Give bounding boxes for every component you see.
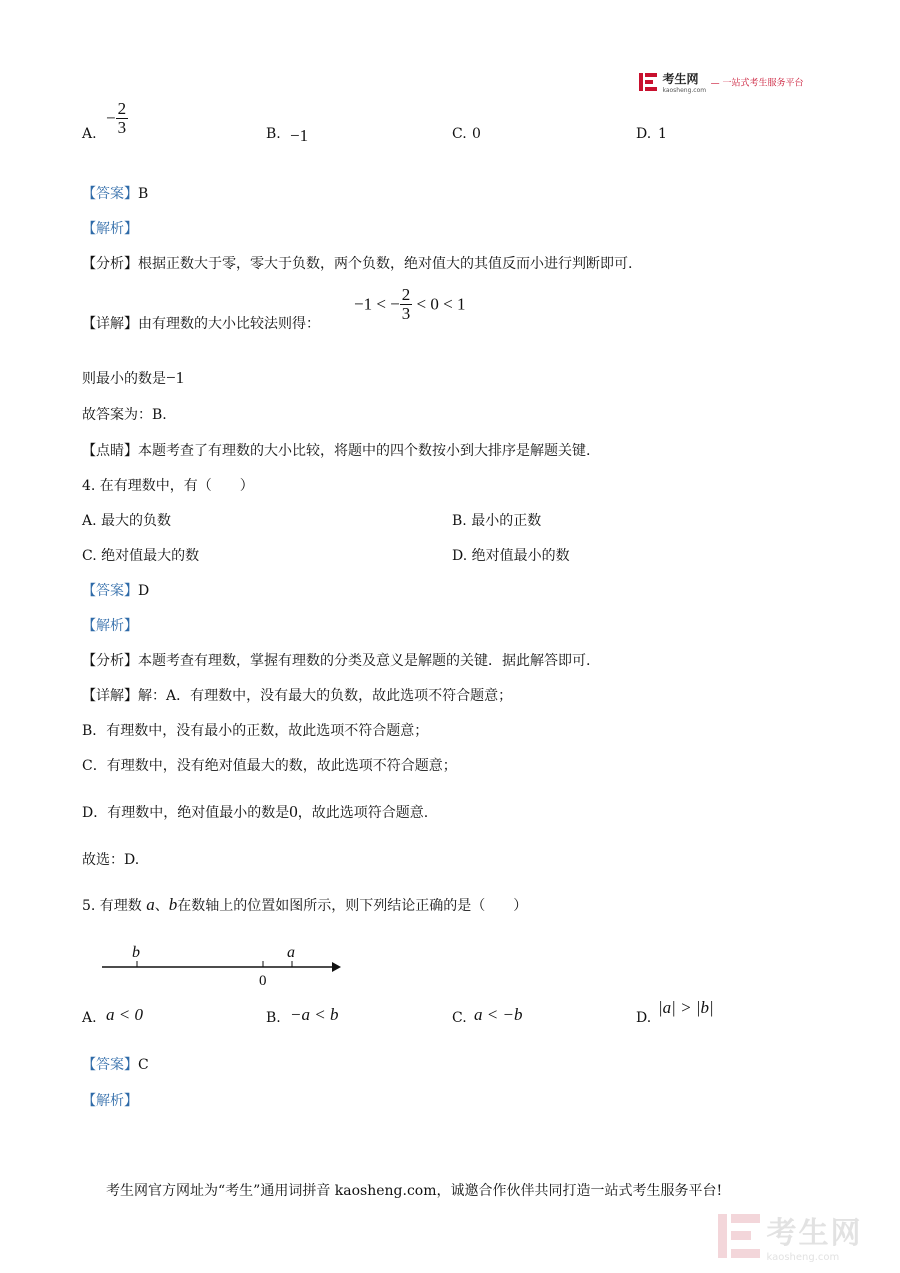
q4-option-a-text: 最大的负数 bbox=[101, 513, 172, 529]
q5-option-c-expr: a < −b bbox=[474, 1005, 523, 1024]
q3-option-c-value: 0 bbox=[472, 126, 481, 142]
q5-option-d-label: D. bbox=[636, 1010, 652, 1026]
q4-option-d-text: 绝对值最小的数 bbox=[471, 548, 570, 564]
q3-smallest bbox=[82, 368, 184, 388]
q4-detail-a bbox=[82, 685, 512, 705]
detail-tag: 【详解】 bbox=[82, 688, 138, 704]
q5-var-b: b bbox=[168, 895, 178, 914]
ineq-num: 2 bbox=[401, 285, 411, 304]
q4-option-b-text: 最小的正数 bbox=[471, 513, 542, 529]
q3-option-d-value: 1 bbox=[658, 126, 667, 142]
q5-option-d-expr: |a| > |b| bbox=[658, 998, 714, 1017]
q3-answer bbox=[82, 183, 148, 203]
q5-answer bbox=[82, 1054, 149, 1074]
smallest-text: 则最小的数是 bbox=[82, 371, 166, 387]
watermark-text: 考生网 bbox=[766, 1216, 863, 1251]
detail-tag: 【详解】 bbox=[82, 316, 138, 332]
q3-option-a-sign: − bbox=[106, 108, 116, 128]
q5-option-b-label: B. bbox=[266, 1010, 281, 1026]
q4-option-b-label: B. bbox=[452, 513, 467, 529]
q4-detail-c: C．有理数中，没有绝对值最大的数，故此选项不符合题意； bbox=[82, 758, 457, 774]
q3-option-b-label: B. bbox=[266, 126, 281, 142]
q5-option-b-expr: −a < b bbox=[290, 1005, 339, 1024]
q5-stem-pre: 5. 有理数 bbox=[82, 898, 142, 914]
label-a: a bbox=[287, 944, 295, 961]
header-logo bbox=[638, 70, 803, 94]
q5-option-c-label: C. bbox=[452, 1010, 467, 1026]
q3-option-c-label: C. bbox=[452, 126, 467, 142]
q5-option-a-label: A. bbox=[82, 1010, 97, 1026]
q4-fenxi bbox=[82, 650, 590, 670]
fenxi-tag: 【分析】 bbox=[82, 653, 138, 669]
logo-slogan: — 一站式考生服务平台 bbox=[710, 78, 804, 89]
answer-tag: 【答案】 bbox=[82, 186, 138, 202]
q4-answer bbox=[82, 580, 149, 600]
ineq-fraction bbox=[400, 286, 413, 323]
answer-value: D bbox=[138, 583, 150, 599]
logo-name: 考生网 bbox=[662, 72, 699, 86]
q3-option-b-value: −1 bbox=[290, 126, 309, 145]
detail-d-pre: D．有理数中，绝对值最小的数是 bbox=[82, 805, 290, 821]
q4-detail-d bbox=[82, 802, 428, 822]
q3-inequality bbox=[354, 286, 465, 323]
q4-option-c-text: 绝对值最大的数 bbox=[101, 548, 200, 564]
dianjing-tag: 【点睛】 bbox=[82, 443, 138, 459]
kaosheng-logo-icon bbox=[638, 72, 658, 92]
label-b: b bbox=[132, 944, 140, 961]
ineq-right: < 0 < 1 bbox=[416, 294, 466, 314]
q5-option-a-expr: a < 0 bbox=[106, 1005, 143, 1024]
number-line-figure bbox=[96, 938, 346, 990]
watermark-url: kaosheng.com bbox=[766, 1252, 840, 1263]
q3-option-a-fraction bbox=[116, 100, 129, 137]
q4-option-b bbox=[452, 510, 541, 530]
watermark bbox=[716, 1208, 862, 1263]
q3-dianjing bbox=[82, 440, 590, 460]
detail-d-post: ，故此选项符合题意. bbox=[297, 805, 429, 821]
fenxi-text: 本题考查有理数，掌握有理数的分类及意义是解题的关键．据此解答即可. bbox=[138, 653, 591, 669]
q3-option-a-value bbox=[106, 100, 128, 137]
q4-option-d-label: D. bbox=[452, 548, 468, 564]
q3-answer-line: 故答案为：B. bbox=[82, 407, 167, 423]
q5-var-a: a bbox=[146, 895, 155, 914]
detail-text: 由有理数的大小比较法则得： bbox=[138, 316, 320, 332]
dianjing-text: 本题考查了有理数的大小比较，将题中的四个数按小到大排序是解题关键. bbox=[138, 443, 591, 459]
q4-analysis-tag: 【解析】 bbox=[82, 618, 138, 634]
q5-stem-post: 在数轴上的位置如图所示，则下列结论正确的是（ ） bbox=[177, 898, 528, 914]
answer-value: B bbox=[138, 186, 149, 202]
q3-option-a-den: 3 bbox=[117, 117, 127, 137]
q4-option-a bbox=[82, 510, 171, 530]
logo-url: kaosheng.com bbox=[662, 87, 707, 94]
q3-detail bbox=[82, 313, 320, 333]
watermark-logo-icon bbox=[716, 1212, 762, 1260]
q3-option-d-label: D. bbox=[636, 126, 652, 142]
answer-tag: 【答案】 bbox=[82, 583, 138, 599]
ineq-den: 3 bbox=[401, 303, 411, 323]
label-0: 0 bbox=[259, 973, 267, 989]
q3-fenxi bbox=[82, 253, 632, 273]
q4-option-c bbox=[82, 545, 199, 565]
answer-tag: 【答案】 bbox=[82, 1057, 138, 1073]
ineq-left: −1 < − bbox=[354, 294, 400, 314]
q4-option-d bbox=[452, 545, 570, 565]
q5-stem bbox=[82, 895, 527, 915]
fenxi-tag: 【分析】 bbox=[82, 256, 138, 272]
q3-option-a-label: A. bbox=[82, 126, 97, 142]
q3-analysis-tag: 【解析】 bbox=[82, 221, 138, 237]
q4-choose: 故选：D. bbox=[82, 852, 140, 868]
q3-option-a-num: 2 bbox=[117, 99, 127, 118]
answer-value: C bbox=[138, 1057, 149, 1073]
smallest-value: −1 bbox=[166, 368, 185, 387]
detail-a-text: 解：A．有理数中，没有最大的负数，故此选项不符合题意； bbox=[138, 688, 513, 704]
detail-d-zero: 0 bbox=[289, 802, 298, 821]
fenxi-text: 根据正数大于零，零大于负数，两个负数，绝对值大的其值反而小进行判断即可. bbox=[138, 256, 633, 272]
q5-analysis-tag: 【解析】 bbox=[82, 1093, 138, 1109]
q4-detail-b: B．有理数中，没有最小的正数，故此选项不符合题意； bbox=[82, 723, 429, 739]
q4-stem: 4. 在有理数中，有（ ） bbox=[82, 478, 254, 494]
q5-stem-mid: 、 bbox=[154, 898, 169, 914]
page-footer: 考生网官方网址为“考生”通用词拼音 kaosheng.com，诚邀合作伙伴共同打造一站式考生服务平台! bbox=[106, 1183, 723, 1199]
number-line-arrow-icon bbox=[332, 962, 341, 972]
q4-option-a-label: A. bbox=[82, 513, 97, 529]
q4-option-c-label: C. bbox=[82, 548, 97, 564]
